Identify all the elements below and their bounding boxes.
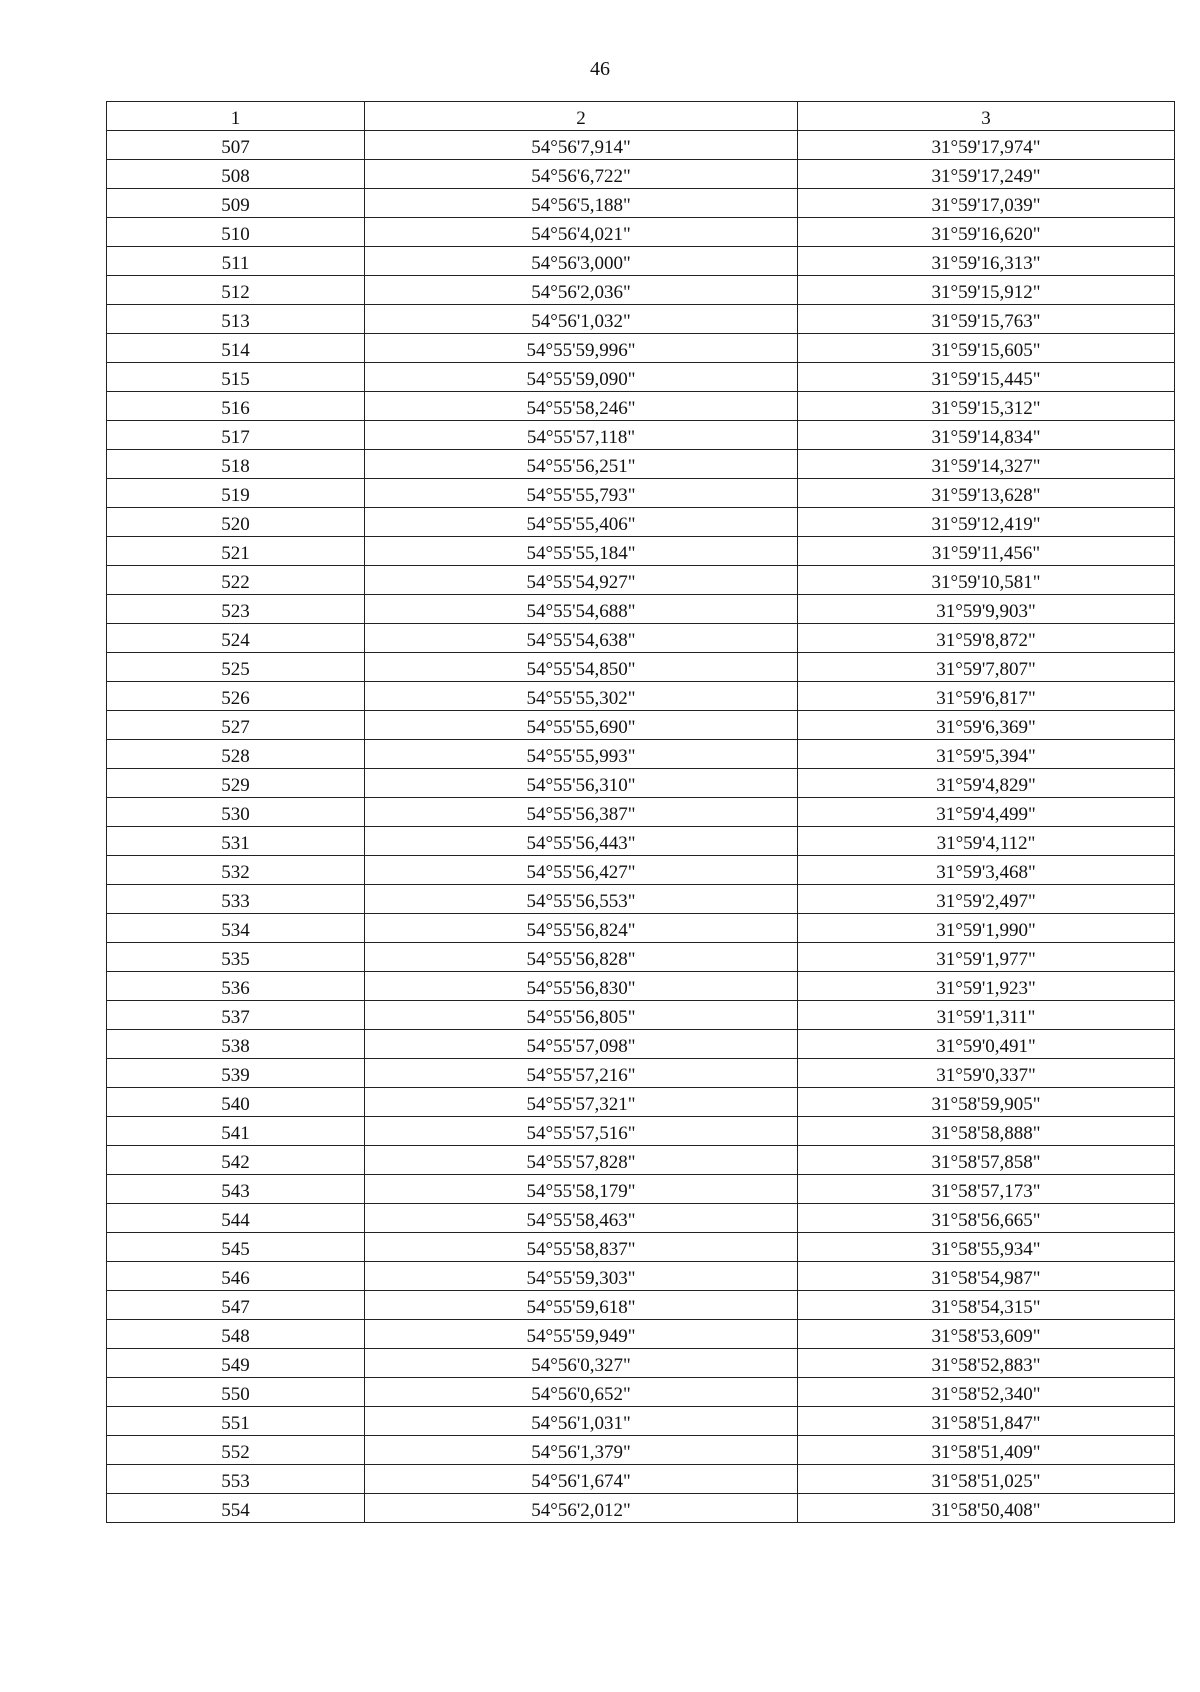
table-row: [107, 1233, 1175, 1262]
longitude-cell: 31°59'15,912": [798, 276, 1175, 305]
latitude-cell: 54°55'57,516": [365, 1117, 798, 1146]
point-number-cell: 528: [107, 740, 365, 769]
latitude-cell: 54°55'56,427": [365, 856, 798, 885]
table-row: [107, 856, 1175, 885]
table-row: [107, 1436, 1175, 1465]
point-number-cell: 550: [107, 1378, 365, 1407]
longitude-cell: 31°59'17,249": [798, 160, 1175, 189]
latitude-cell: 54°55'55,406": [365, 508, 798, 537]
latitude-cell: 54°55'59,303": [365, 1262, 798, 1291]
latitude-cell: 54°55'55,690": [365, 711, 798, 740]
point-number-cell: 549: [107, 1349, 365, 1378]
table-row: [107, 1465, 1175, 1494]
point-number-cell: 510: [107, 218, 365, 247]
longitude-cell: 31°59'2,497": [798, 885, 1175, 914]
point-number-cell: 547: [107, 1291, 365, 1320]
table-row: [107, 682, 1175, 711]
latitude-cell: 54°55'55,993": [365, 740, 798, 769]
point-number-cell: 532: [107, 856, 365, 885]
point-number-cell: 551: [107, 1407, 365, 1436]
latitude-cell: 54°56'0,327": [365, 1349, 798, 1378]
latitude-cell: 54°55'59,949": [365, 1320, 798, 1349]
longitude-cell: 31°58'50,408": [798, 1494, 1175, 1523]
longitude-cell: 31°59'1,977": [798, 943, 1175, 972]
point-number-cell: 539: [107, 1059, 365, 1088]
table-row: [107, 1407, 1175, 1436]
table-row: [107, 1001, 1175, 1030]
latitude-cell: 54°55'57,118": [365, 421, 798, 450]
table-row: [107, 1349, 1175, 1378]
point-number-cell: 520: [107, 508, 365, 537]
longitude-cell: 31°59'4,829": [798, 769, 1175, 798]
page-number: 46: [590, 58, 610, 80]
table-row: [107, 1088, 1175, 1117]
table-body: [107, 131, 1175, 1523]
table-row: [107, 1378, 1175, 1407]
point-number-cell: 536: [107, 972, 365, 1001]
point-number-cell: 524: [107, 624, 365, 653]
latitude-cell: 54°55'54,688": [365, 595, 798, 624]
point-number-cell: 525: [107, 653, 365, 682]
table-row: [107, 537, 1175, 566]
point-number-cell: 507: [107, 131, 365, 160]
table-row: [107, 1030, 1175, 1059]
table-row: [107, 160, 1175, 189]
longitude-cell: 31°58'55,934": [798, 1233, 1175, 1262]
point-number-cell: 522: [107, 566, 365, 595]
point-number-cell: 526: [107, 682, 365, 711]
point-number-cell: 553: [107, 1465, 365, 1494]
longitude-cell: 31°59'1,311": [798, 1001, 1175, 1030]
latitude-cell: 54°56'2,012": [365, 1494, 798, 1523]
point-number-cell: 512: [107, 276, 365, 305]
table-row: [107, 421, 1175, 450]
point-number-cell: 514: [107, 334, 365, 363]
latitude-cell: 54°55'58,246": [365, 392, 798, 421]
table-row: [107, 508, 1175, 537]
table-row: [107, 218, 1175, 247]
longitude-cell: 31°58'53,609": [798, 1320, 1175, 1349]
coordinates-table: [106, 101, 1175, 1523]
longitude-cell: 31°59'0,491": [798, 1030, 1175, 1059]
longitude-cell: 31°59'8,872": [798, 624, 1175, 653]
column-header-1: 1: [107, 102, 365, 131]
latitude-cell: 54°56'0,652": [365, 1378, 798, 1407]
latitude-cell: 54°55'56,310": [365, 769, 798, 798]
table-row: [107, 653, 1175, 682]
longitude-cell: 31°58'56,665": [798, 1204, 1175, 1233]
longitude-cell: 31°58'58,888": [798, 1117, 1175, 1146]
point-number-cell: 523: [107, 595, 365, 624]
longitude-cell: 31°59'4,499": [798, 798, 1175, 827]
point-number-cell: 519: [107, 479, 365, 508]
longitude-cell: 31°59'16,313": [798, 247, 1175, 276]
point-number-cell: 521: [107, 537, 365, 566]
longitude-cell: 31°59'15,605": [798, 334, 1175, 363]
point-number-cell: 537: [107, 1001, 365, 1030]
latitude-cell: 54°55'56,443": [365, 827, 798, 856]
latitude-cell: 54°56'1,032": [365, 305, 798, 334]
longitude-cell: 31°59'1,990": [798, 914, 1175, 943]
latitude-cell: 54°56'1,031": [365, 1407, 798, 1436]
longitude-cell: 31°58'54,315": [798, 1291, 1175, 1320]
longitude-cell: 31°59'14,834": [798, 421, 1175, 450]
point-number-cell: 516: [107, 392, 365, 421]
latitude-cell: 54°55'56,828": [365, 943, 798, 972]
latitude-cell: 54°55'57,216": [365, 1059, 798, 1088]
latitude-cell: 54°55'56,251": [365, 450, 798, 479]
table-row: [107, 624, 1175, 653]
latitude-cell: 54°55'58,837": [365, 1233, 798, 1262]
latitude-cell: 54°56'3,000": [365, 247, 798, 276]
table-row: [107, 914, 1175, 943]
table-row: [107, 305, 1175, 334]
longitude-cell: 31°58'54,987": [798, 1262, 1175, 1291]
point-number-cell: 513: [107, 305, 365, 334]
latitude-cell: 54°55'57,828": [365, 1146, 798, 1175]
table-row: [107, 1146, 1175, 1175]
table-row: [107, 450, 1175, 479]
latitude-cell: 54°55'54,850": [365, 653, 798, 682]
latitude-cell: 54°56'7,914": [365, 131, 798, 160]
longitude-cell: 31°58'51,025": [798, 1465, 1175, 1494]
point-number-cell: 515: [107, 363, 365, 392]
longitude-cell: 31°59'3,468": [798, 856, 1175, 885]
point-number-cell: 527: [107, 711, 365, 740]
table-row: [107, 189, 1175, 218]
longitude-cell: 31°59'11,456": [798, 537, 1175, 566]
longitude-cell: 31°59'17,974": [798, 131, 1175, 160]
point-number-cell: 531: [107, 827, 365, 856]
table-header-row: [107, 102, 1175, 131]
longitude-cell: 31°59'10,581": [798, 566, 1175, 595]
longitude-cell: 31°58'51,847": [798, 1407, 1175, 1436]
table-row: [107, 972, 1175, 1001]
longitude-cell: 31°59'15,445": [798, 363, 1175, 392]
table-row: [107, 769, 1175, 798]
table-row: [107, 1291, 1175, 1320]
point-number-cell: 543: [107, 1175, 365, 1204]
longitude-cell: 31°59'15,312": [798, 392, 1175, 421]
table-row: [107, 247, 1175, 276]
latitude-cell: 54°56'1,674": [365, 1465, 798, 1494]
longitude-cell: 31°59'6,817": [798, 682, 1175, 711]
table-row: [107, 595, 1175, 624]
longitude-cell: 31°58'51,409": [798, 1436, 1175, 1465]
point-number-cell: 554: [107, 1494, 365, 1523]
point-number-cell: 529: [107, 769, 365, 798]
point-number-cell: 534: [107, 914, 365, 943]
latitude-cell: 54°55'56,387": [365, 798, 798, 827]
table-row: [107, 1262, 1175, 1291]
point-number-cell: 530: [107, 798, 365, 827]
longitude-cell: 31°59'17,039": [798, 189, 1175, 218]
point-number-cell: 541: [107, 1117, 365, 1146]
point-number-cell: 535: [107, 943, 365, 972]
table-row: [107, 1175, 1175, 1204]
table-row: [107, 334, 1175, 363]
latitude-cell: 54°55'57,098": [365, 1030, 798, 1059]
table-row: [107, 363, 1175, 392]
table-row: [107, 885, 1175, 914]
latitude-cell: 54°55'54,927": [365, 566, 798, 595]
table-row: [107, 711, 1175, 740]
longitude-cell: 31°59'13,628": [798, 479, 1175, 508]
latitude-cell: 54°55'56,830": [365, 972, 798, 1001]
latitude-cell: 54°55'56,805": [365, 1001, 798, 1030]
latitude-cell: 54°55'59,996": [365, 334, 798, 363]
table-row: [107, 1494, 1175, 1523]
latitude-cell: 54°56'2,036": [365, 276, 798, 305]
longitude-cell: 31°59'9,903": [798, 595, 1175, 624]
latitude-cell: 54°55'56,553": [365, 885, 798, 914]
table-row: [107, 566, 1175, 595]
table-row: [107, 276, 1175, 305]
point-number-cell: 509: [107, 189, 365, 218]
point-number-cell: 533: [107, 885, 365, 914]
latitude-cell: 54°55'58,463": [365, 1204, 798, 1233]
latitude-cell: 54°55'55,184": [365, 537, 798, 566]
table-row: [107, 1320, 1175, 1349]
column-header-2: 2: [365, 102, 798, 131]
longitude-cell: 31°58'52,883": [798, 1349, 1175, 1378]
point-number-cell: 548: [107, 1320, 365, 1349]
longitude-cell: 31°58'57,173": [798, 1175, 1175, 1204]
longitude-cell: 31°59'15,763": [798, 305, 1175, 334]
longitude-cell: 31°59'0,337": [798, 1059, 1175, 1088]
latitude-cell: 54°56'4,021": [365, 218, 798, 247]
table-row: [107, 1204, 1175, 1233]
latitude-cell: 54°56'5,188": [365, 189, 798, 218]
longitude-cell: 31°59'14,327": [798, 450, 1175, 479]
latitude-cell: 54°56'6,722": [365, 160, 798, 189]
longitude-cell: 31°58'57,858": [798, 1146, 1175, 1175]
point-number-cell: 511: [107, 247, 365, 276]
table-row: [107, 1117, 1175, 1146]
longitude-cell: 31°59'4,112": [798, 827, 1175, 856]
latitude-cell: 54°55'58,179": [365, 1175, 798, 1204]
longitude-cell: 31°59'12,419": [798, 508, 1175, 537]
longitude-cell: 31°58'52,340": [798, 1378, 1175, 1407]
longitude-cell: 31°58'59,905": [798, 1088, 1175, 1117]
point-number-cell: 518: [107, 450, 365, 479]
table-row: [107, 479, 1175, 508]
latitude-cell: 54°55'59,090": [365, 363, 798, 392]
point-number-cell: 545: [107, 1233, 365, 1262]
table-row: [107, 1059, 1175, 1088]
longitude-cell: 31°59'1,923": [798, 972, 1175, 1001]
latitude-cell: 54°55'57,321": [365, 1088, 798, 1117]
point-number-cell: 544: [107, 1204, 365, 1233]
longitude-cell: 31°59'5,394": [798, 740, 1175, 769]
longitude-cell: 31°59'7,807": [798, 653, 1175, 682]
longitude-cell: 31°59'16,620": [798, 218, 1175, 247]
latitude-cell: 54°55'54,638": [365, 624, 798, 653]
longitude-cell: 31°59'6,369": [798, 711, 1175, 740]
latitude-cell: 54°56'1,379": [365, 1436, 798, 1465]
point-number-cell: 546: [107, 1262, 365, 1291]
point-number-cell: 540: [107, 1088, 365, 1117]
point-number-cell: 552: [107, 1436, 365, 1465]
table-row: [107, 740, 1175, 769]
table-row: [107, 131, 1175, 160]
point-number-cell: 517: [107, 421, 365, 450]
table-row: [107, 943, 1175, 972]
point-number-cell: 508: [107, 160, 365, 189]
table-row: [107, 798, 1175, 827]
latitude-cell: 54°55'56,824": [365, 914, 798, 943]
point-number-cell: 542: [107, 1146, 365, 1175]
point-number-cell: 538: [107, 1030, 365, 1059]
column-header-3: 3: [798, 102, 1175, 131]
latitude-cell: 54°55'55,302": [365, 682, 798, 711]
latitude-cell: 54°55'55,793": [365, 479, 798, 508]
table-row: [107, 827, 1175, 856]
table-row: [107, 392, 1175, 421]
latitude-cell: 54°55'59,618": [365, 1291, 798, 1320]
